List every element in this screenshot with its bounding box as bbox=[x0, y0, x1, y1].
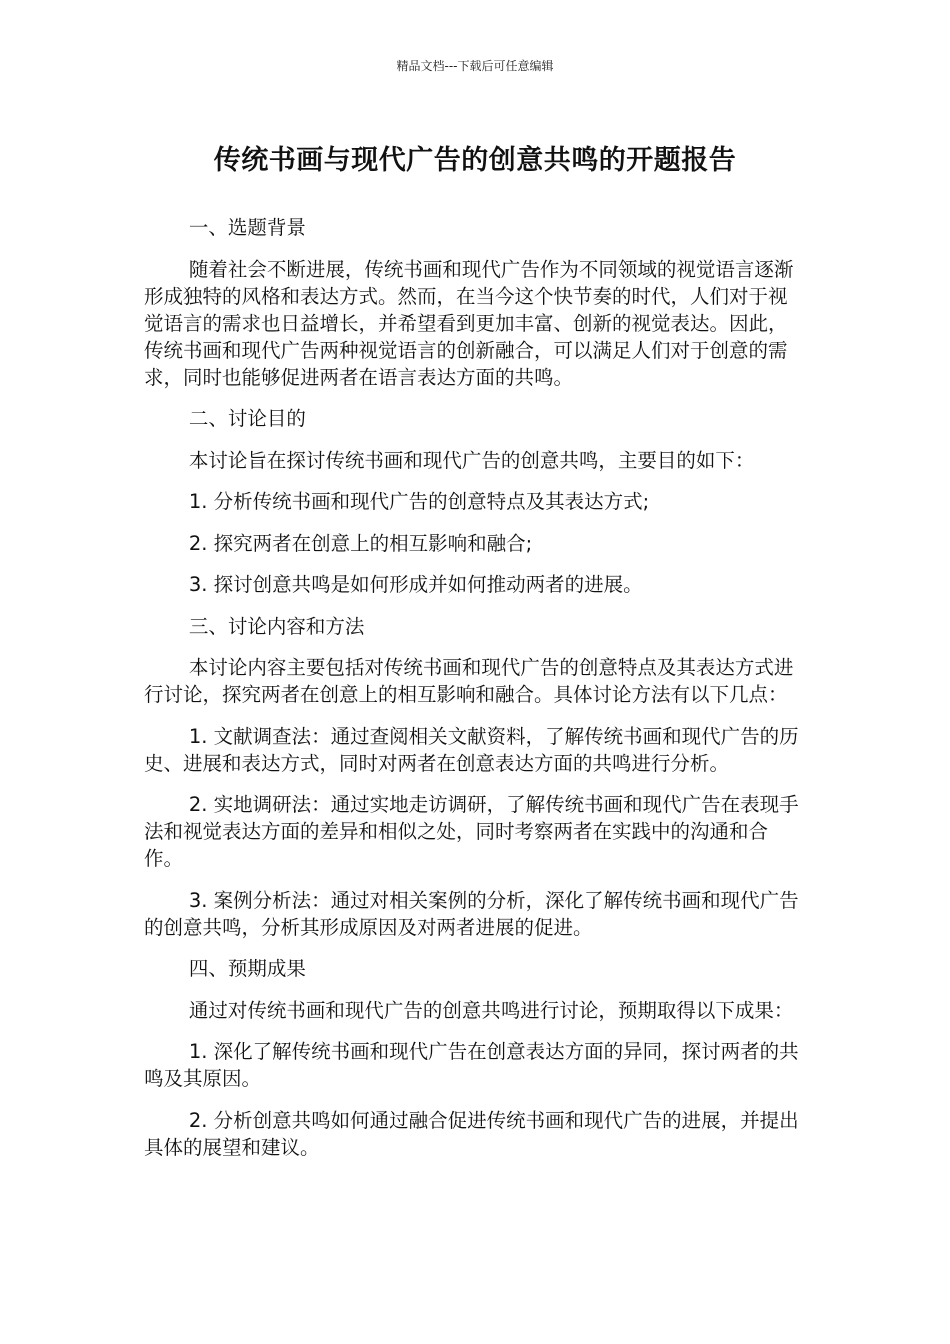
list-item-method-3: 3. 案例分析法：通过对相关案例的分析，深化了解传统书画和现代广告的创意共鸣，分析其形成原因及对两者进展的促进。 bbox=[144, 888, 799, 939]
list-item-outcome-1: 1. 深化了解传统书画和现代广告在创意表达方面的异同，探讨两者的共鸣及其原因。 bbox=[144, 1040, 799, 1090]
document-title: 传统书画与现代广告的创意共鸣的开题报告 bbox=[213, 145, 737, 176]
header-note: 精品文档---下载后可任意编辑 bbox=[396, 59, 554, 73]
list-item-purpose-2: 2. 探究两者在创意上的相互影响和融合; bbox=[188, 531, 533, 555]
list-item-purpose-1: 1. 分析传统书画和现代广告的创意特点及其表达方式; bbox=[188, 490, 650, 513]
list-item-outcome-2: 2. 分析创意共鸣如何通过融合促进传统书画和现代广告的进展，并提出具体的展望和建议。 bbox=[144, 1108, 799, 1159]
list-item-method-2: 2. 实地调研法：通过实地走访调研，了解传统书画和现代广告在表现手法和视觉表达方面的差异和相似之处，同时考察两者在实践中的沟通和合作。 bbox=[144, 793, 799, 870]
list-item-purpose-3: 3. 探讨创意共鸣是如何形成并如何推动两者的进展。 bbox=[188, 573, 643, 596]
paragraph-background: 随着社会不断进展，传统书画和现代广告作为不同领域的视觉语言逐渐形成独特的风格和表达方式。然而，在当今这个快节奏的时代，人们对于视觉语言的需求也日益增长，并希望看到更加丰富、创新的视觉表达。因此，传统书画和现代广告两种视觉语言的创新融合，可以满足人们对于创意的需求，同时也能够促进两者在语言表达方面的共鸣。 bbox=[144, 257, 794, 389]
section-heading-background: 一、选题背景 bbox=[188, 216, 306, 239]
document-body bbox=[144, 214, 800, 1175]
paragraph-methods-intro: 本讨论内容主要包括对传统书画和现代广告的创意特点及其表达方式进行讨论，探究两者在创意上的相互影响和融合。具体讨论方法有以下几点： bbox=[144, 656, 794, 706]
section-heading-purpose: 二、讨论目的 bbox=[188, 407, 306, 430]
paragraph-purpose-intro: 本讨论旨在探讨传统书画和现代广告的创意共鸣，主要目的如下： bbox=[188, 448, 755, 472]
list-item-method-1: 1. 文献调查法：通过查阅相关文献资料，了解传统书画和现代广告的历史、进展和表达方式，同时对两者在创意表达方面的共鸣进行分析。 bbox=[144, 724, 799, 775]
paragraph-outcomes-intro: 通过对传统书画和现代广告的创意共鸣进行讨论，预期取得以下成果： bbox=[188, 998, 794, 1022]
section-heading-outcomes: 四、预期成果 bbox=[188, 957, 306, 980]
section-heading-methods: 三、讨论内容和方法 bbox=[188, 614, 365, 638]
